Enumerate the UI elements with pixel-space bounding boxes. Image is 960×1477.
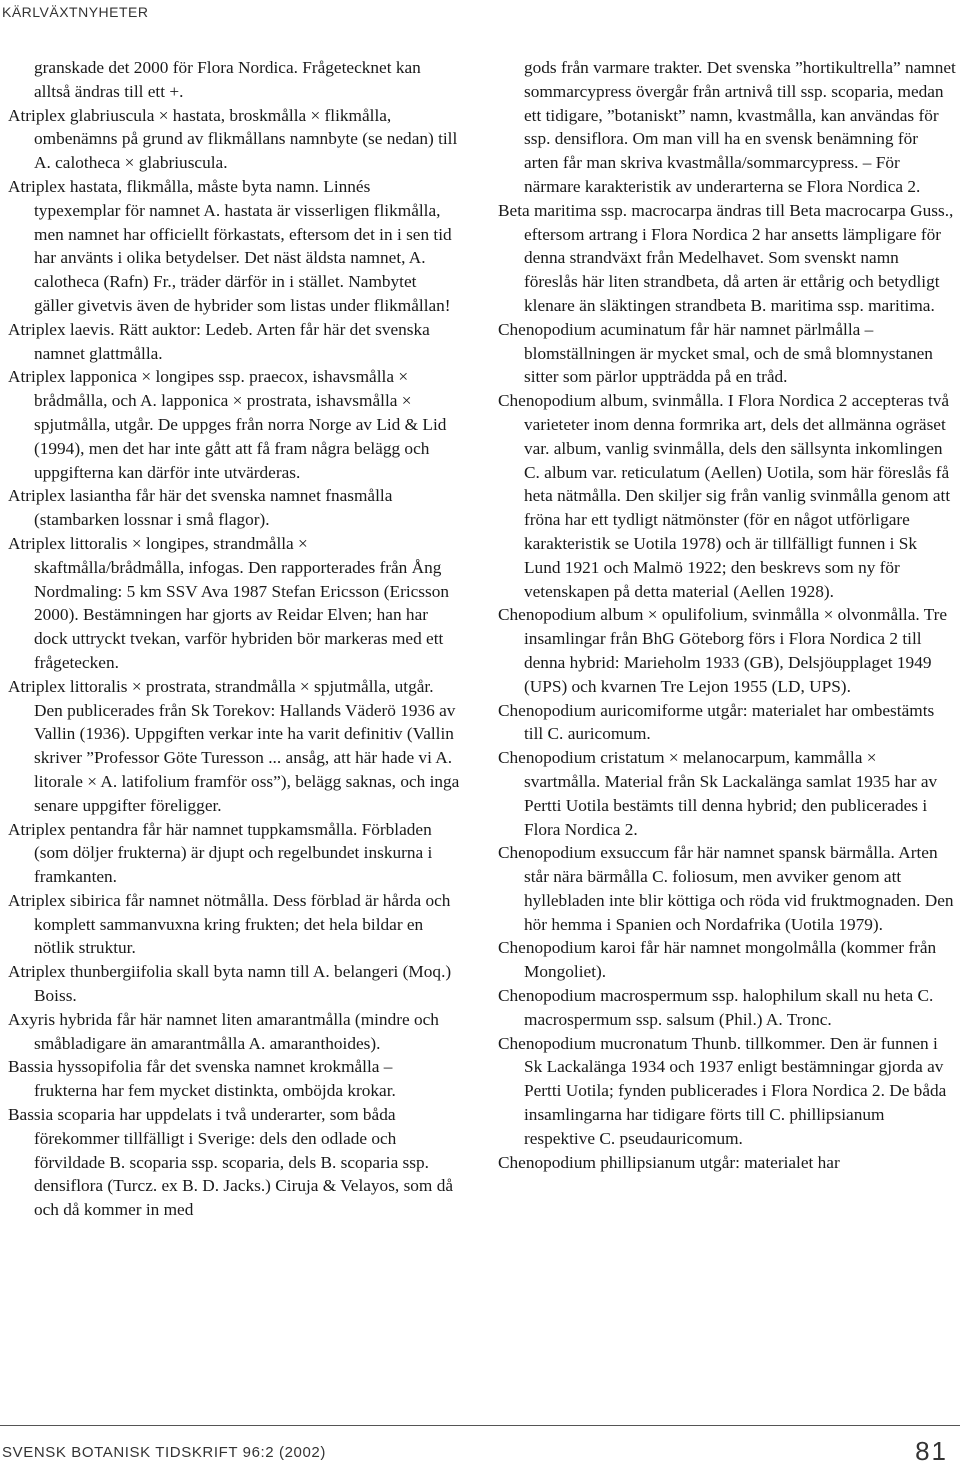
- species-entry: Atriplex lasiantha får här det svenska namnet fnasmålla (stambarken lossnar i små flagor).: [8, 486, 393, 530]
- species-entry: Beta maritima ssp. macrocarpa ändras till Beta macrocarpa Guss., eftersom artrang i Flora Nordica 2 har ansetts lämpligare för denna strandväxt från Medelhavet. Som svenskt namn föreslås här liten strandbeta, då arten är ettårig och betydligt klenare än släktingen strandbeta B. maritima ssp. maritima.: [498, 200, 954, 315]
- paragraph: gods från varmare trakter. Det svenska ”hortikultrella” namnet sommarcypress övergår från artnivå till ssp. scoparia, medan ett tidigare, ”botaniskt” namn, kvastmålla, kan användas för ssp. densiflora. Om man vill ha en svensk benämning för arten får man skriva kvastmålla/sommarcypress. – För närmare karakteristik av underarterna se Flora Nordica 2.: [524, 58, 956, 196]
- species-entry: Atriplex lapponica × longipes ssp. praecox, ishavsmålla × brådmålla, och A. lapponica × prostrata, ishavsmålla × spjutmålla, utgår. De uppges från norra Norge av Lid & Lid (1994), men det har inte gått att få fram några belägg och uppgifterna kan därför inte utvärderas.: [8, 367, 447, 482]
- species-entry: Atriplex littoralis × longipes, strandmålla × skaftmålla/brådmålla, infogas. Den rapporterades från Ång Nordmaling: 5 km SSV Ava 1987 Stefan Ericsson (Ericsson 2000). Bestämningen har gjorts av Reidar Elven; han har dock uttryckt tvekan, varför hybriden bör markeras med ett frågetecken.: [8, 533, 450, 672]
- footer-rule: [0, 1425, 960, 1426]
- species-entry: Atriplex thunbergiifolia skall byta namn till A. belangeri (Moq.) Boiss.: [8, 962, 452, 1006]
- right-column: [498, 56, 956, 1174]
- journal-citation: SVENSK BOTANISK TIDSKRIFT 96:2 (2002): [2, 1444, 326, 1461]
- species-entry: Chenopodium macrospermum ssp. halophilum skall nu heta C. macrospermum ssp. salsum (Phil.) A. Tronc.: [498, 986, 934, 1029]
- species-entry: Atriplex hastata, flikmålla, måste byta namn. Linnés typexemplar för namnet A. hastata är visserligen flikmålla, men namnet har officiellt förkastats, eftersom det in i sen tid har använts i olika betydelser. Det näst äldsta namnet, A. calotheca (Rafn) Fr., träder därför in i stället. Nambytet gäller givetvis även de hybrider som listas under flikmållan!: [8, 176, 452, 315]
- species-entry: Atriplex littoralis × prostrata, strandmålla × spjutmålla, utgår. Den publicerades från Sk Torekov: Hallands Väderö 1936 av Vallin (1936). Uppgiften verkar inte ha varit definitiv (Vallin skriver ”Professor Göte Turesson ... ansåg, att här hade vi A. litorale × A. latifolium framför oss”), belägg saknas, och inga senare uppgifter föreligger.: [8, 676, 460, 815]
- species-entry: Chenopodium auricomiforme utgår: materialet har ombestämts till C. auricomum.: [498, 700, 935, 744]
- species-entry: Chenopodium cristatum × melanocarpum, kammålla × svartmålla. Material från Sk Lackalänga samlat 1935 har av Pertti Uotila bestämts till denna hybrid; den publicerades i Flora Nordica 2.: [498, 748, 938, 839]
- species-entry: Chenopodium album, svinmålla. I Flora Nordica 2 accepteras två varieteter inom denna formrika art, dels det allmänna ogräset var. album, vanlig svinmålla, dels den sällsynta inkomlingen C. album var. reticulatum (Aellen) Uotila, som här föreslås få heta nätmålla. Den skiljer sig från vanlig svinmålla genom att fröna har ett tydligt nätmönster (för en något utförligare karakteristik se Uotila 1978) och är tillfälligt funnen i Sk Lund 1921 och Malmö 1922; den beskrevs som ny för vetenskapen på detta material (Aellen 1928).: [498, 391, 951, 601]
- species-entry: Chenopodium acuminatum får här namnet pärlmålla – blomställningen är mycket smal, och de små blomnystanen sitter som pärlor uppträdda på en tråd.: [498, 319, 933, 387]
- species-entry: Chenopodium karoi får här namnet mongolmålla (kommer från Mongoliet).: [498, 938, 937, 982]
- species-entry: Atriplex pentandra får här namnet tuppkamsmålla. Förbladen (som döljer frukterna) är djupt och regelbundet inskurna i framkanten.: [8, 819, 433, 887]
- paragraph: granskade det 2000 för Flora Nordica. Frågetecknet kan alltså ändras till ett +.: [34, 58, 421, 101]
- species-entry: Atriplex glabriuscula × hastata, broskmålla × flikmålla, ombenämns på grund av flikmållans namnbyte (se nedan) till A. calotheca × glabriuscula.: [8, 105, 458, 173]
- species-entry: Chenopodium album × opulifolium, svinmålla × olvonmålla. Tre insamlingar från BhG Göteborg förs i Flora Nordica 2 till denna hybrid: Marieholm 1933 (GB), Delsjöupplaget 1949 (UPS) och kvarnen Tre Lejon 1955 (LD, UPS).: [498, 605, 948, 696]
- page-number: 81: [915, 1436, 948, 1466]
- species-entry: Chenopodium phillipsianum utgår: materialet har: [498, 1152, 840, 1172]
- species-entry: Bassia hyssopifolia får det svenska namnet krokmålla – frukterna har fem mycket distinkta, omböjda krokar.: [8, 1057, 396, 1101]
- species-entry: Chenopodium exsuccum får här namnet spansk bärmålla. Arten står nära bärmålla C. foliosum, men avviker genom att hyllebladen inte blir köttiga och röda vid fruktmognaden. Den hör hemma i Spanien och Nordafrika (Uotila 1979).: [498, 843, 954, 934]
- species-entry: Bassia scoparia har uppdelats i två underarter, som båda förekommer tillfälligt i Sverige: dels den odlade och förvildade B. scoparia ssp. scoparia, dels B. scoparia ssp. densiflora (Turcz. ex B. D. Jacks.) Ciruja & Velayos, som då och då kommer in med: [8, 1105, 454, 1220]
- species-entry: Chenopodium mucronatum Thunb. tillkommer. Den är funnen i Sk Lackalänga 1934 och 1937 enligt bestämningar gjorda av Pertti Uotila; fynden publicerades i Flora Nordica 2. De båda insamlingarna har tidigare förts till C. phillipsianum respektive C. pseudauricomum.: [498, 1033, 947, 1148]
- species-entry: Atriplex sibirica får namnet nötmålla. Dess förblad är hårda och komplett sammanvuxna kring frukten; det hela bildar en nötlik struktur.: [8, 890, 451, 958]
- left-column: [8, 56, 460, 1222]
- section-header: KÄRLVÄXTNYHETER: [2, 4, 149, 20]
- species-entry: Axyris hybrida får här namnet liten amarantmålla (mindre och småbladigare än amarantmålla A. amaranthoides).: [8, 1009, 439, 1053]
- species-entry: Atriplex laevis. Rätt auktor: Ledeb. Arten får här det svenska namnet glattmålla.: [8, 319, 430, 363]
